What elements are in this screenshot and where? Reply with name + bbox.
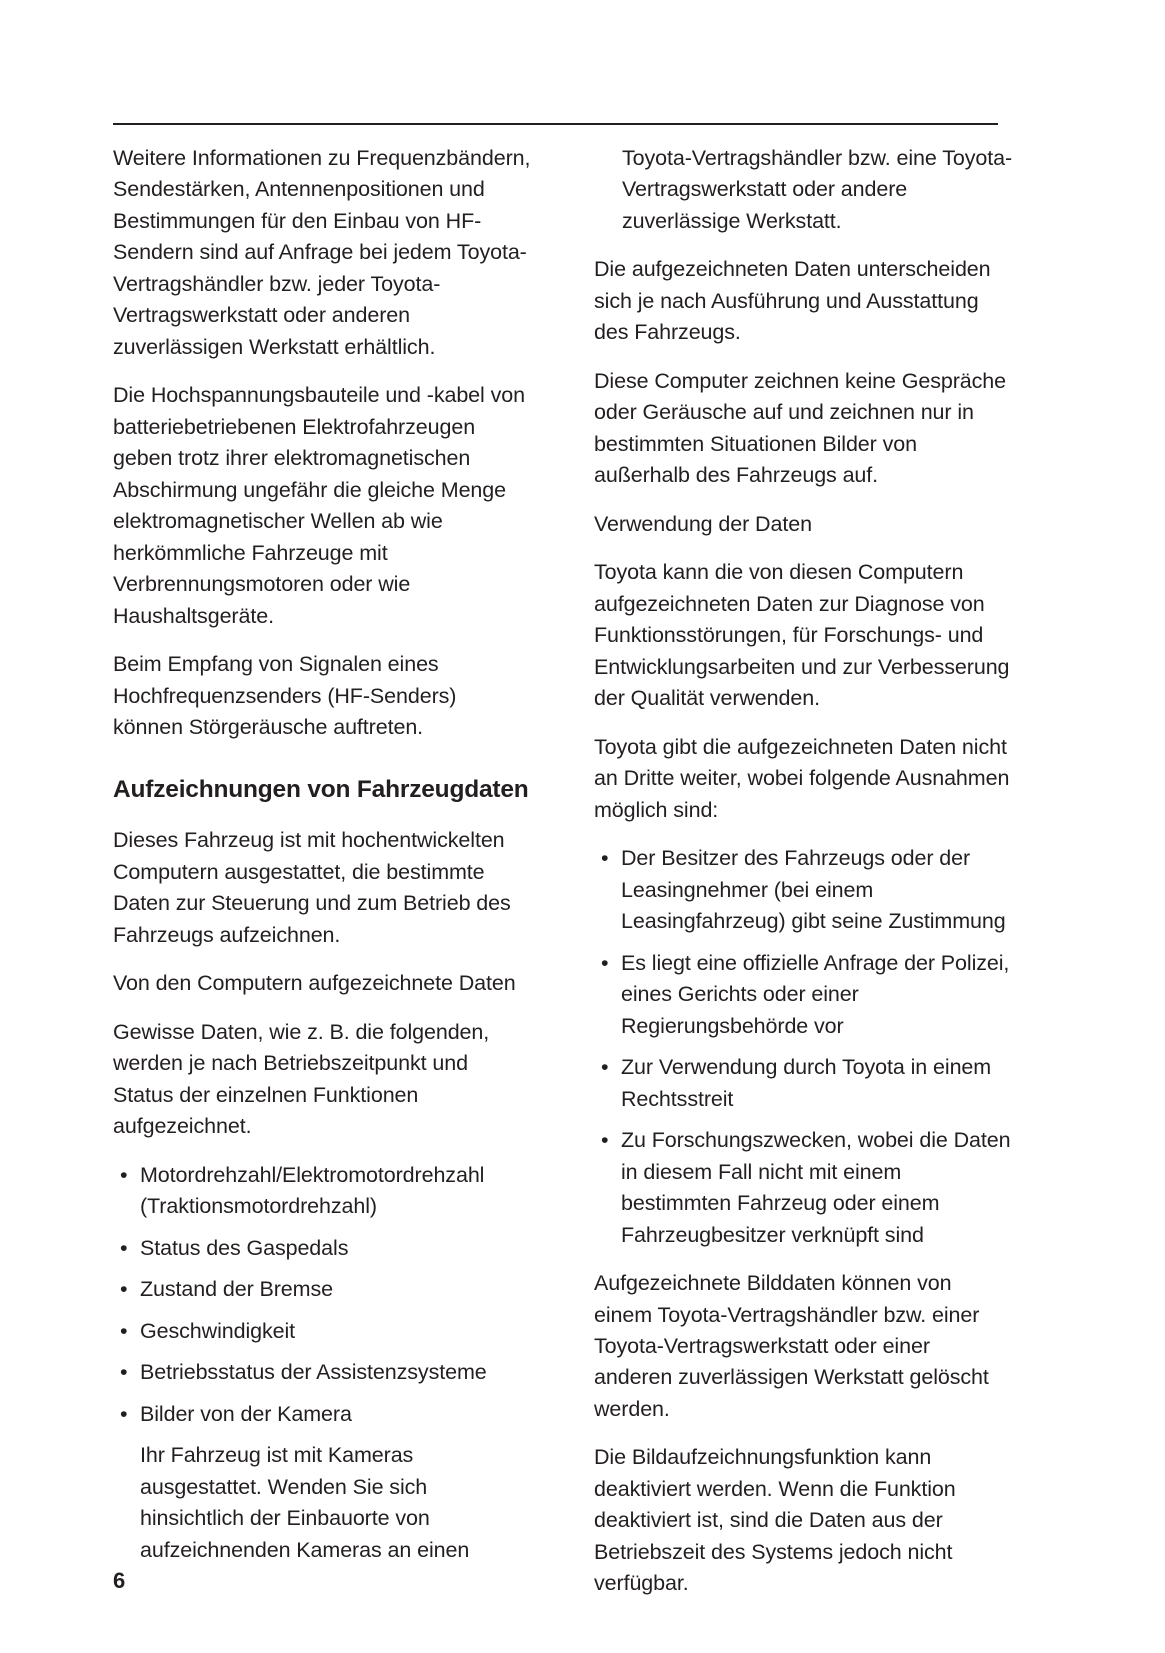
left-paragraph-3: Beim Empfang von Signalen eines Hochfrequenzsenders (HF-Senders) können Störgeräusche auftreten. xyxy=(113,652,457,740)
bullet-dot-icon: • xyxy=(120,1401,128,1426)
bullet-dot-icon: • xyxy=(601,950,609,975)
left-column xyxy=(113,143,531,1583)
subheading-recorded-data: Von den Computern aufgezeichnete Daten xyxy=(113,971,516,996)
list-item-label: Es liegt eine offizielle Anfrage der Polizei, eines Gerichts oder einer Regierungsbehörde vor xyxy=(621,950,1010,1038)
bullet-dot-icon: • xyxy=(120,1162,128,1187)
list-item-label: Zu Forschungszwecken, wobei die Daten in diesem Fall nicht mit einem bestimmten Fahrzeug oder einem Fahrzeugbesitzer verknüpft sind xyxy=(621,1128,1011,1247)
bullet-dot-icon: • xyxy=(601,846,609,871)
camera-note: Ihr Fahrzeug ist mit Kameras ausgestattet. Wenden Sie sich hinsichtlich der Einbauorte von aufzeichnenden Kameras an einen xyxy=(140,1443,470,1562)
left-paragraph-5: Gewisse Daten, wie z. B. die folgenden, werden je nach Betriebszeitpunkt und Status der einzelnen Funktionen aufgezeichnet. xyxy=(113,1019,490,1139)
bullet-dot-icon: • xyxy=(601,1055,609,1080)
list-item xyxy=(113,1399,531,1566)
list-item xyxy=(113,1316,531,1347)
right-paragraph-1-continuation: Toyota-Vertragshändler bzw. eine Toyota-Vertragswerkstatt oder andere zuverlässige Werkstatt. xyxy=(622,146,1013,233)
right-paragraph-4: Toyota kann die von diesen Computern aufgezeichneten Daten zur Diagnose von Funktionsstörungen, für Forschungs- und Entwicklungsarbeiten und zur Verbesserung der Qualität verwenden. xyxy=(594,560,1010,711)
list-item xyxy=(113,1160,531,1223)
left-bullet-list xyxy=(113,1160,531,1566)
bullet-dot-icon: • xyxy=(120,1235,128,1260)
list-item-label: Zustand der Bremse xyxy=(140,1277,333,1302)
right-paragraph-3: Diese Computer zeichnen keine Gespräche oder Geräusche auf und zeichnen nur in bestimmten Situationen Bilder von außerhalb des Fahrzeugs auf. xyxy=(594,368,1006,488)
list-item-label: Zur Verwendung durch Toyota in einem Rechtsstreit xyxy=(621,1055,992,1111)
list-item xyxy=(594,843,1012,937)
right-paragraph-7: Die Bildaufzeichnungsfunktion kann deaktiviert werden. Wenn die Funktion deaktiviert ist, sind die Daten aus der Betriebszeit des Systems jedoch nicht verfügbar. xyxy=(594,1445,956,1596)
right-bullet-list xyxy=(594,843,1012,1251)
header-divider-rule xyxy=(113,123,998,125)
left-paragraph-1: Weitere Informationen zu Frequenzbändern, Sendestärken, Antennenpositionen und Bestimmungen für den Einbau von HF-Sendern sind auf Anfrage bei jedem Toyota-Vertragshändler bzw. jeder Toyota-Vertragswerkstatt oder anderen zuverlässigen Werkstatt erhältlich. xyxy=(113,146,531,359)
list-item-label: Motordrehzahl/Elektromotordrehzahl (Traktionsmotordrehzahl) xyxy=(140,1162,485,1219)
bullet-dot-icon: • xyxy=(120,1318,128,1343)
list-item xyxy=(594,948,1012,1042)
subheading-data-usage: Verwendung der Daten xyxy=(594,511,812,536)
list-item-label: Der Besitzer des Fahrzeugs oder der Leasingnehmer (bei einem Leasingfahrzeug) gibt seine Zustimmung xyxy=(621,846,1006,934)
list-item xyxy=(594,1125,1012,1251)
list-item xyxy=(113,1357,531,1388)
right-paragraph-6: Aufgezeichnete Bilddaten können von einem Toyota-Vertragshändler bzw. einer Toyota-Vertragswerkstatt oder einer anderen zuverlässigen Werkstatt gelöscht werden. xyxy=(594,1271,989,1421)
left-paragraph-4: Dieses Fahrzeug ist mit hochentwickelten Computern ausgestattet, die bestimmte Daten zur Steuerung und zum Betrieb des Fahrzeugs aufzeichnen. xyxy=(113,828,511,947)
list-item-label: Bilder von der Kamera xyxy=(140,1401,352,1426)
list-item-label: Geschwindigkeit xyxy=(140,1318,296,1343)
section-heading-vehicle-data-recording: Aufzeichnungen von Fahrzeugdaten xyxy=(113,775,529,803)
bullet-dot-icon: • xyxy=(120,1277,128,1302)
list-item-label: Status des Gaspedals xyxy=(140,1235,349,1260)
right-column xyxy=(594,143,1012,1617)
page-number: 6 xyxy=(113,1568,126,1593)
right-paragraph-2: Die aufgezeichneten Daten unterscheiden sich je nach Ausführung und Ausstattung des Fahrzeugs. xyxy=(594,257,991,345)
bullet-dot-icon: • xyxy=(120,1360,128,1385)
bullet-dot-icon: • xyxy=(601,1128,609,1153)
list-item xyxy=(113,1233,531,1264)
left-paragraph-2: Die Hochspannungsbauteile und -kabel von batteriebetriebenen Elektrofahrzeugen geben trotz ihrer elektromagnetischen Abschirmung ungefähr die gleiche Menge elektromagnetischer Wellen ab wie herkömmliche Fahrzeuge mit Verbrennungsmotoren oder wie Haushaltsgeräte. xyxy=(113,383,525,628)
list-item xyxy=(113,1274,531,1305)
list-item-label: Betriebsstatus der Assistenzsysteme xyxy=(140,1360,487,1385)
two-column-body xyxy=(113,143,1013,1617)
list-item xyxy=(594,1052,1012,1115)
right-paragraph-5: Toyota gibt die aufgezeichneten Daten nicht an Dritte weiter, wobei folgende Ausnahmen möglich sind: xyxy=(594,734,1010,822)
